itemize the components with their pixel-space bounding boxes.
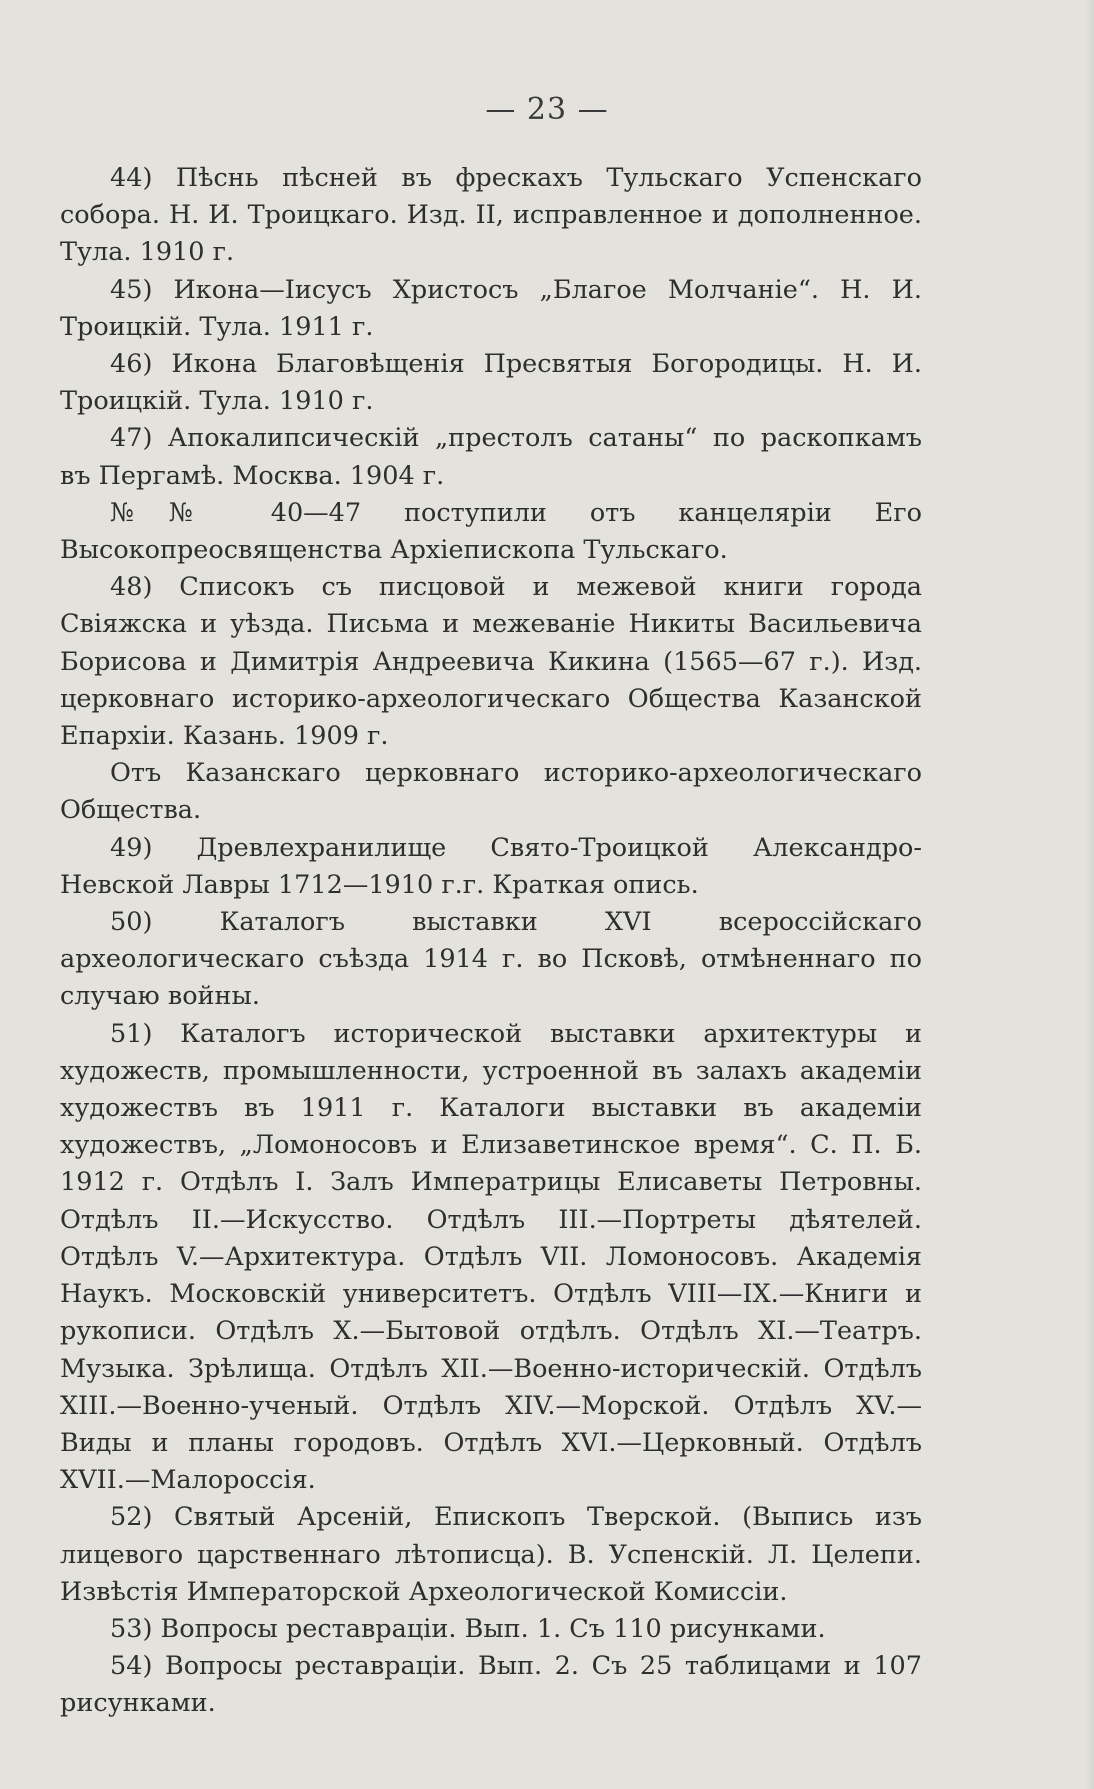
entry-45: 45) Икона—Іисусъ Христосъ „Благое Молчаніе“. Н. И. Троицкій. Тула. 1911 г. bbox=[60, 274, 922, 342]
page-number: — 23 — bbox=[485, 92, 609, 127]
entry-48: 48) Списокъ съ писцовой и межевой книги города Свіяжска и уѣзда. Письма и межеваніе Никиты Васильевича Борисова и Димитрія Андреевича Кикина (1565—67 г.). Изд. церковнаго историко-археологическаго Общества Казанской Епархіи. Казань. 1909 г. bbox=[60, 572, 922, 752]
entry-52: 52) Святый Арсеній, Епископъ Тверской. (Выпись изъ лицевого царственнаго лѣтописца). В. Успенскій. Л. Целепи. Извѣстія Императорской Археологической Комиссіи. bbox=[60, 1502, 922, 1607]
entries-40-47-note: №№ 40—47 поступили отъ канцеляріи Его Высокопреосвященства Архіепископа Тульскаго. bbox=[60, 497, 922, 566]
page-edge-shadow bbox=[1086, 0, 1094, 1789]
entry-48-note: Отъ Казанскаго церковнаго историко-археологическаго Общества. bbox=[60, 758, 922, 826]
entry-49: 49) Древлехранилище Свято-Троицкой Александро-Невской Лавры 1712—1910 г.г. Краткая опись. bbox=[60, 832, 922, 900]
entry-54: 54) Вопросы реставраціи. Вып. 2. Съ 25 таблицами и 107 рисунками. bbox=[60, 1651, 922, 1719]
entry-44: 44) Пѣснь пѣсней въ фрескахъ Тульскаго Успенскаго собора. Н. И. Троицкаго. Изд. II, исправленное и дополненное. Тула. 1910 г. bbox=[60, 163, 922, 268]
page-text bbox=[60, 160, 922, 1723]
entry-51: 51) Каталогъ исторической выставки архитектуры и художеств, промышленности, устроенной въ залахъ академіи художествъ въ 1911 г. Каталоги выставки въ академіи художествъ, „Ломоносовъ и Елизаветинское время“. С. П. Б. 1912 г. Отдѣлъ I. Залъ Императрицы Елисаветы Петровны. Отдѣлъ II.—Искусство. Отдѣлъ III.—Портреты дѣятелей. Отдѣлъ V.—Архитектура. Отдѣлъ VII. Ломоносовъ. Академія Наукъ. Московскій университетъ. Отдѣлъ VIII—IX.—Книги и рукописи. Отдѣлъ X.—Бытовой отдѣлъ. Отдѣлъ XI.—Театръ. Музыка. Зрѣлища. Отдѣлъ XII.—Военно-историческій. Отдѣлъ XIII.—Военно-ученый. Отдѣлъ XIV.—Морской. Отдѣлъ XV.—Виды и планы городовъ. Отдѣлъ XVI.—Церковный. Отдѣлъ XVII.—Малороссія. bbox=[60, 1018, 922, 1496]
entry-47: 47) Апокалипсическій „престолъ сатаны“ по раскопкамъ въ Пергамѣ. Москва. 1904 г. bbox=[60, 423, 922, 491]
entry-53: 53) Вопросы реставраціи. Вып. 1. Съ 110 рисунками. bbox=[110, 1613, 826, 1644]
entry-50: 50) Каталогъ выставки XVI всероссійскаго археологическаго съѣзда 1914 г. во Псковѣ, отмѣненнаго по случаю войны. bbox=[60, 907, 922, 1012]
entry-46: 46) Икона Благовѣщенія Пресвятыя Богородицы. Н. И. Троицкій. Тула. 1910 г. bbox=[60, 349, 922, 417]
